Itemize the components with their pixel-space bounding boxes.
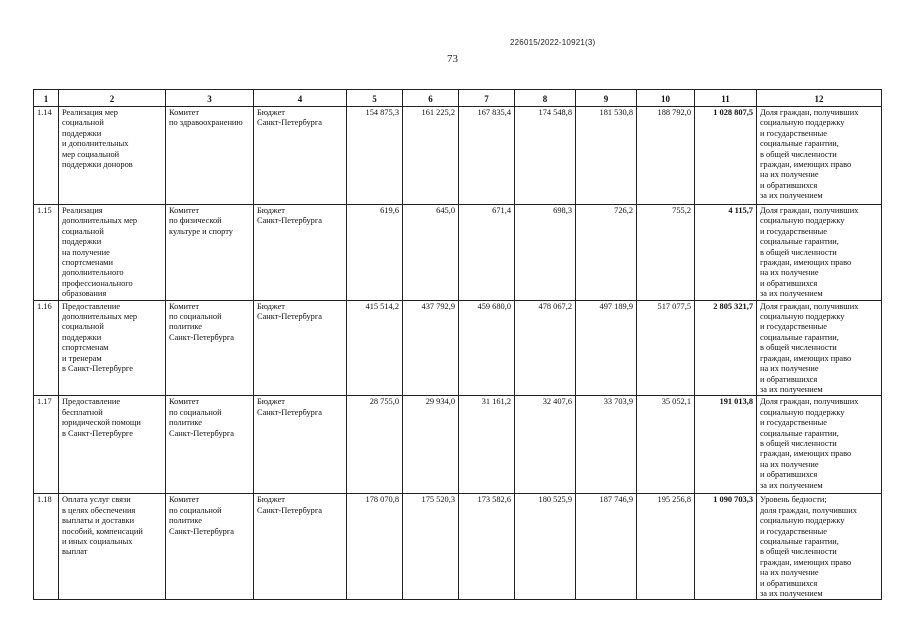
row-number: 1.16	[34, 300, 59, 396]
total-value: 191 013,8	[695, 396, 757, 494]
column-header: 5	[347, 90, 403, 107]
year-value: 33 703,9	[576, 396, 637, 494]
total-value: 1 090 703,3	[695, 494, 757, 600]
row-number: 1.17	[34, 396, 59, 494]
year-value: 671,4	[459, 205, 515, 301]
column-header: 8	[515, 90, 576, 107]
year-value: 415 514,2	[347, 300, 403, 396]
row-number: 1.14	[34, 107, 59, 205]
table-row	[34, 494, 882, 600]
year-value: 180 525,9	[515, 494, 576, 600]
total-value: 2 805 321,7	[695, 300, 757, 396]
indicator-text: Доля граждан, получивших социальную поддержку и государственные социальные гарантии, в общей численности граждан, имеющих право на их получение и обратившихся за их получением	[757, 107, 882, 205]
column-header: 1	[34, 90, 59, 107]
table-row	[34, 107, 882, 205]
year-value: 497 189,9	[576, 300, 637, 396]
year-value: 28 755,0	[347, 396, 403, 494]
measure-name: Предоставление дополнительных мер социальной поддержки спортсменам и тренерам в Санкт-Петербурге	[59, 300, 166, 396]
executor: Комитет по физической культуре и спорту	[166, 205, 254, 301]
column-header: 4	[254, 90, 347, 107]
year-value: 195 256,8	[637, 494, 695, 600]
year-value: 35 052,1	[637, 396, 695, 494]
measure-name: Реализация дополнительных мер социальной поддержки на получение спортсменами дополнительного профессионального образования	[59, 205, 166, 301]
year-value: 187 746,9	[576, 494, 637, 600]
year-value: 755,2	[637, 205, 695, 301]
column-header: 6	[403, 90, 459, 107]
year-value: 178 070,8	[347, 494, 403, 600]
year-value: 517 077,5	[637, 300, 695, 396]
column-header: 12	[757, 90, 882, 107]
table-row	[34, 205, 882, 301]
funding-source: Бюджет Санкт-Петербурга	[254, 300, 347, 396]
row-number: 1.18	[34, 494, 59, 600]
total-value: 1 028 807,5	[695, 107, 757, 205]
executor: Комитет по социальной политике Санкт-Петербурга	[166, 396, 254, 494]
year-value: 619,6	[347, 205, 403, 301]
year-value: 174 548,8	[515, 107, 576, 205]
page-number: 73	[447, 53, 458, 65]
year-value: 175 520,3	[403, 494, 459, 600]
year-value: 161 225,2	[403, 107, 459, 205]
year-value: 698,3	[515, 205, 576, 301]
document-id: 226015/2022-10921(3)	[510, 38, 596, 47]
executor: Комитет по социальной политике Санкт-Петербурга	[166, 300, 254, 396]
column-header: 10	[637, 90, 695, 107]
measure-name: Реализация мер социальной поддержки и дополнительных мер социальной поддержки доноров	[59, 107, 166, 205]
column-header: 7	[459, 90, 515, 107]
indicator-text: Уровень бедности; доля граждан, получивших социальную поддержку и государственные социальные гарантии, в общей численности граждан, имеющих право на их получение и обратившихся за их получением	[757, 494, 882, 600]
executor: Комитет по социальной политике Санкт-Петербурга	[166, 494, 254, 600]
row-number: 1.15	[34, 205, 59, 301]
year-value: 173 582,6	[459, 494, 515, 600]
funding-source: Бюджет Санкт-Петербурга	[254, 107, 347, 205]
year-value: 645,0	[403, 205, 459, 301]
table-header-row	[34, 90, 882, 107]
year-value: 32 407,6	[515, 396, 576, 494]
year-value: 726,2	[576, 205, 637, 301]
table-row	[34, 396, 882, 494]
measure-name: Оплата услуг связи в целях обеспечения выплаты и доставки пособий, компенсаций и иных социальных выплат	[59, 494, 166, 600]
year-value: 181 530,8	[576, 107, 637, 205]
year-value: 167 835,4	[459, 107, 515, 205]
indicator-text: Доля граждан, получивших социальную поддержку и государственные социальные гарантии, в общей численности граждан, имеющих право на их получение и обратившихся за их получением	[757, 205, 882, 301]
table-row	[34, 300, 882, 396]
column-header: 3	[166, 90, 254, 107]
year-value: 478 067,2	[515, 300, 576, 396]
year-value: 188 792,0	[637, 107, 695, 205]
total-value: 4 115,7	[695, 205, 757, 301]
funding-source: Бюджет Санкт-Петербурга	[254, 205, 347, 301]
executor: Комитет по здравоохранению	[166, 107, 254, 205]
funding-source: Бюджет Санкт-Петербурга	[254, 396, 347, 494]
column-header: 11	[695, 90, 757, 107]
indicator-text: Доля граждан, получивших социальную поддержку и государственные социальные гарантии, в общей численности граждан, имеющих право на их получение и обратившихся за их получением	[757, 396, 882, 494]
year-value: 154 875,3	[347, 107, 403, 205]
year-value: 29 934,0	[403, 396, 459, 494]
column-header: 9	[576, 90, 637, 107]
column-header: 2	[59, 90, 166, 107]
funding-source: Бюджет Санкт-Петербурга	[254, 494, 347, 600]
year-value: 31 161,2	[459, 396, 515, 494]
measure-name: Предоставление бесплатной юридической помощи в Санкт-Петербурге	[59, 396, 166, 494]
program-table	[33, 89, 882, 600]
year-value: 437 792,9	[403, 300, 459, 396]
indicator-text: Доля граждан, получивших социальную поддержку и государственные социальные гарантии, в общей численности граждан, имеющих право на их получение и обратившихся за их получением	[757, 300, 882, 396]
year-value: 459 680,0	[459, 300, 515, 396]
